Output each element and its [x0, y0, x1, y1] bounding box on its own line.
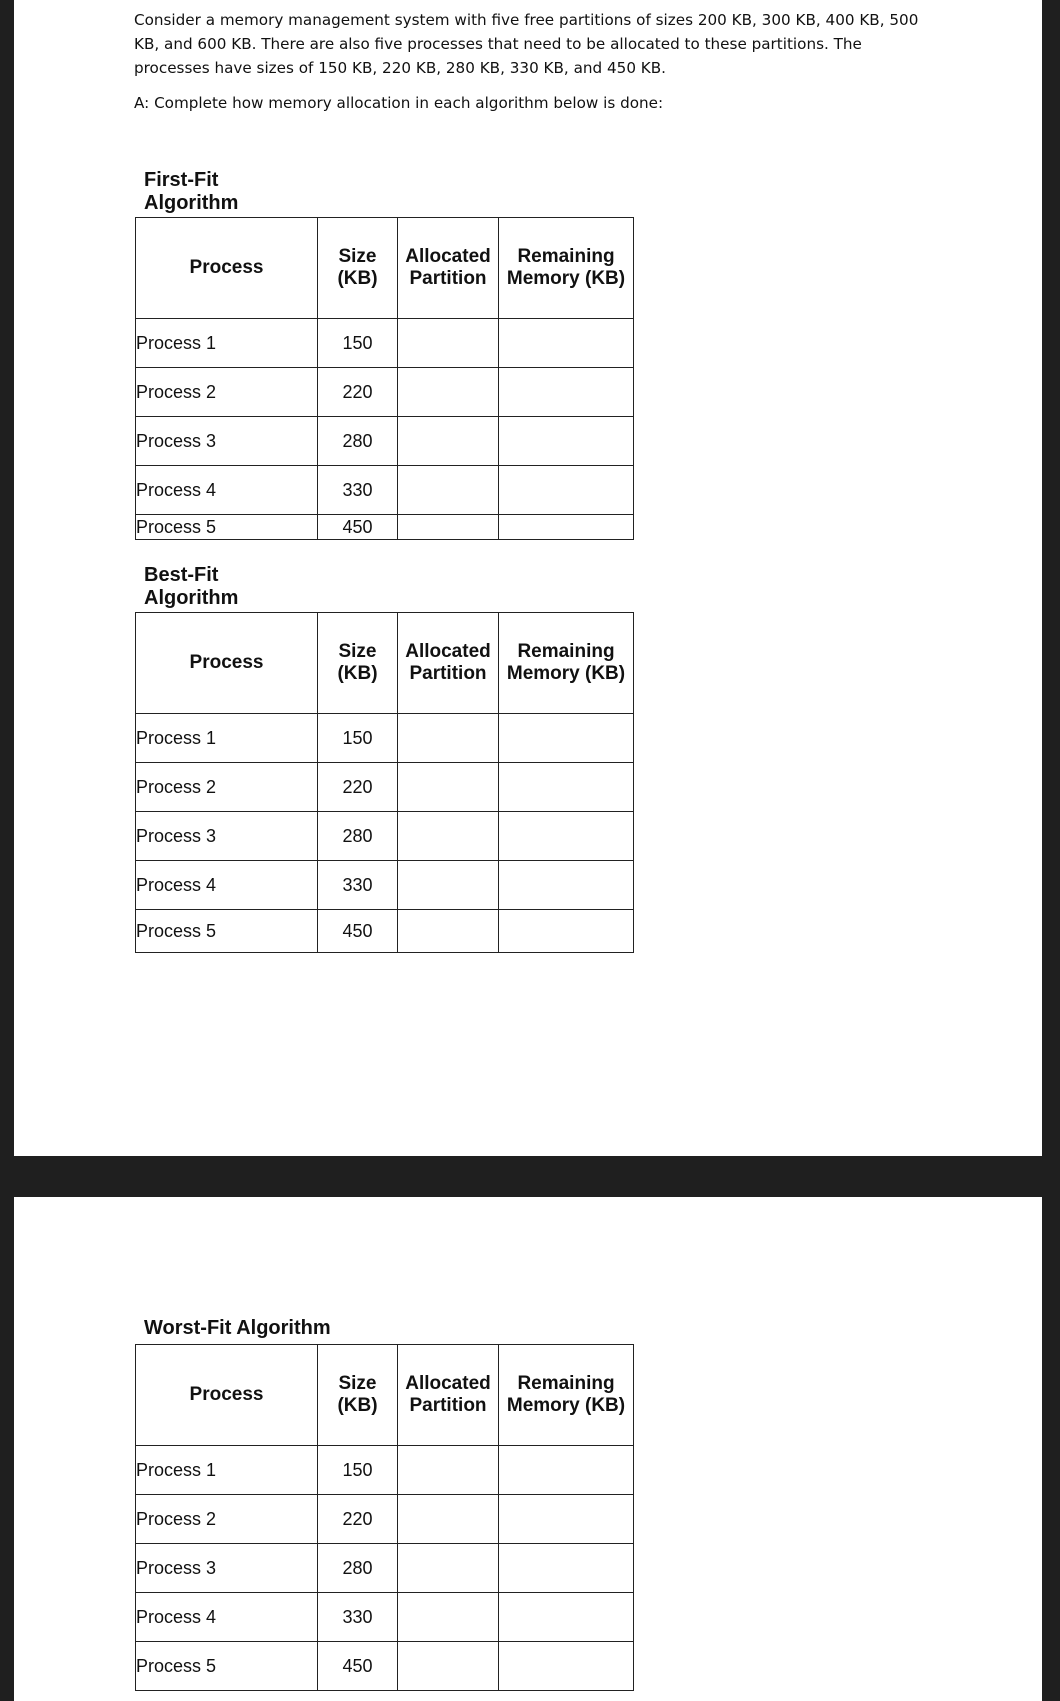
process-size-cell: 450	[318, 910, 398, 953]
table-row	[136, 1544, 634, 1593]
header-allocated-partition: Allocated Partition	[398, 613, 499, 714]
first-fit-title: First-Fit Algorithm	[144, 169, 239, 214]
remaining-memory-cell	[499, 812, 634, 861]
allocated-partition-cell	[398, 466, 499, 515]
allocated-partition-cell	[398, 1642, 499, 1691]
process-name-cell: Process 5	[136, 1642, 318, 1691]
remaining-memory-cell	[499, 515, 634, 540]
process-name-cell: Process 1	[136, 1446, 318, 1495]
allocated-partition-cell	[398, 1446, 499, 1495]
table-row	[136, 417, 634, 466]
process-size-cell: 150	[318, 319, 398, 368]
allocated-partition-cell	[398, 1544, 499, 1593]
process-name-cell: Process 4	[136, 466, 318, 515]
process-size-cell: 220	[318, 1495, 398, 1544]
allocated-partition-cell	[398, 714, 499, 763]
process-size-cell: 150	[318, 714, 398, 763]
header-process: Process	[136, 218, 318, 319]
process-name-cell: Process 2	[136, 368, 318, 417]
process-size-cell: 330	[318, 466, 398, 515]
process-name-cell: Process 3	[136, 812, 318, 861]
process-size-cell: 220	[318, 763, 398, 812]
process-size-cell: 450	[318, 515, 398, 540]
best-fit-title: Best-Fit Algorithm	[144, 564, 239, 609]
table-header-row	[136, 613, 634, 714]
process-name-cell: Process 3	[136, 1544, 318, 1593]
process-size-cell: 330	[318, 1593, 398, 1642]
remaining-memory-cell	[499, 763, 634, 812]
allocated-partition-cell	[398, 1495, 499, 1544]
allocated-partition-cell	[398, 319, 499, 368]
process-size-cell: 150	[318, 1446, 398, 1495]
problem-statement: Consider a memory management system with five free partitions of sizes 200 KB, 300 KB, 400 KB, 500 KB, and 600 KB. There are also five processes that need to be allocated to these partitions. The processes have sizes of 150 KB, 220 KB, 280 KB, 330 KB, and 450 KB.	[134, 11, 919, 77]
header-allocated-partition: Allocated Partition	[398, 1345, 499, 1446]
table-row	[136, 515, 634, 540]
table-row	[136, 861, 634, 910]
allocated-partition-cell	[398, 1593, 499, 1642]
allocated-partition-cell	[398, 417, 499, 466]
worst-fit-table	[135, 1344, 634, 1691]
allocated-partition-cell	[398, 910, 499, 953]
header-allocated-partition: Allocated Partition	[398, 218, 499, 319]
remaining-memory-cell	[499, 861, 634, 910]
table-header-row	[136, 218, 634, 319]
allocated-partition-cell	[398, 368, 499, 417]
header-process: Process	[136, 613, 318, 714]
process-name-cell: Process 2	[136, 1495, 318, 1544]
remaining-memory-cell	[499, 910, 634, 953]
document-page-1	[14, 0, 1042, 1156]
header-remaining-memory: Remaining Memory (KB)	[499, 218, 634, 319]
process-name-cell: Process 1	[136, 714, 318, 763]
remaining-memory-cell	[499, 1495, 634, 1544]
table-row	[136, 763, 634, 812]
process-size-cell: 450	[318, 1642, 398, 1691]
process-size-cell: 220	[318, 368, 398, 417]
remaining-memory-cell	[499, 1642, 634, 1691]
process-name-cell: Process 2	[136, 763, 318, 812]
remaining-memory-cell	[499, 368, 634, 417]
remaining-memory-cell	[499, 1544, 634, 1593]
table-row	[136, 910, 634, 953]
header-size: Size (KB)	[318, 1345, 398, 1446]
table-header-row	[136, 1345, 634, 1446]
header-process: Process	[136, 1345, 318, 1446]
header-size: Size (KB)	[318, 613, 398, 714]
process-name-cell: Process 4	[136, 1593, 318, 1642]
table-row	[136, 368, 634, 417]
table-row	[136, 319, 634, 368]
table-row	[136, 466, 634, 515]
allocated-partition-cell	[398, 763, 499, 812]
process-name-cell: Process 5	[136, 910, 318, 953]
table-row	[136, 1446, 634, 1495]
process-name-cell: Process 3	[136, 417, 318, 466]
process-size-cell: 280	[318, 417, 398, 466]
best-fit-table	[135, 612, 634, 953]
header-remaining-memory: Remaining Memory (KB)	[499, 613, 634, 714]
header-size: Size (KB)	[318, 218, 398, 319]
header-remaining-memory: Remaining Memory (KB)	[499, 1345, 634, 1446]
remaining-memory-cell	[499, 466, 634, 515]
process-size-cell: 280	[318, 1544, 398, 1593]
process-name-cell: Process 5	[136, 515, 318, 540]
allocated-partition-cell	[398, 861, 499, 910]
process-name-cell: Process 4	[136, 861, 318, 910]
process-name-cell: Process 1	[136, 319, 318, 368]
table-row	[136, 1593, 634, 1642]
document-page-2	[14, 1197, 1042, 1701]
allocated-partition-cell	[398, 515, 499, 540]
first-fit-table	[135, 217, 634, 540]
remaining-memory-cell	[499, 417, 634, 466]
remaining-memory-cell	[499, 714, 634, 763]
task-instruction: A: Complete how memory allocation in each algorithm below is done:	[134, 94, 664, 112]
table-row	[136, 1495, 634, 1544]
worst-fit-title: Worst-Fit Algorithm	[144, 1317, 331, 1339]
remaining-memory-cell	[499, 319, 634, 368]
process-size-cell: 280	[318, 812, 398, 861]
table-row	[136, 1642, 634, 1691]
remaining-memory-cell	[499, 1593, 634, 1642]
table-row	[136, 714, 634, 763]
table-row	[136, 812, 634, 861]
allocated-partition-cell	[398, 812, 499, 861]
remaining-memory-cell	[499, 1446, 634, 1495]
process-size-cell: 330	[318, 861, 398, 910]
